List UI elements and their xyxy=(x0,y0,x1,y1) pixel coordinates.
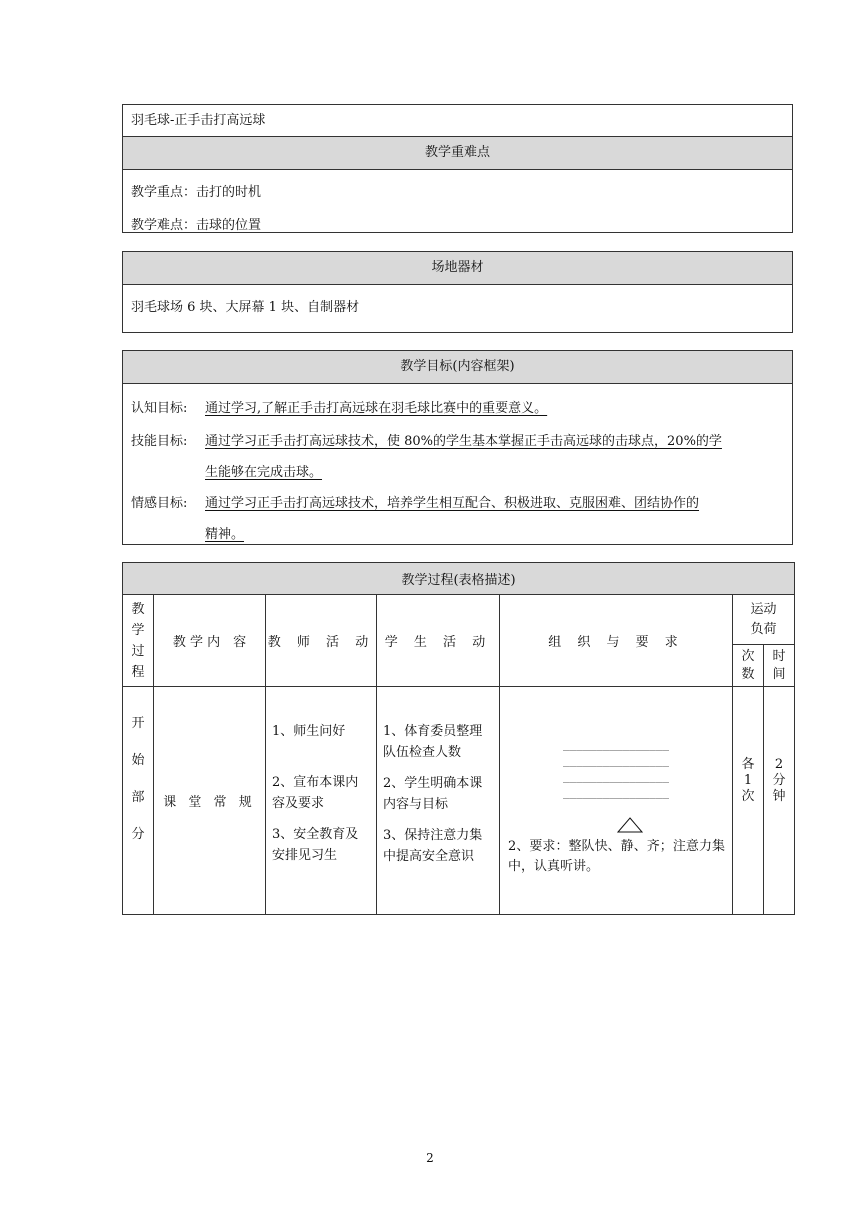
cognitive-text: 通过学习,了解正手击打高远球在羽毛球比赛中的重要意义。 xyxy=(205,401,548,416)
student-item-2: 2、学生明确本课内容与目标 xyxy=(383,776,483,812)
objectives-box xyxy=(122,350,793,545)
formation-lines: ________________ ________________ ________________ ________________ xyxy=(563,738,669,799)
col-content: 教 学 内 容 xyxy=(154,595,266,687)
col-times: 次数 xyxy=(733,645,764,687)
skill-text-1: 通过学习正手击打高远球技术，使 80%的学生基本掌握正手击高远球的击球点，20%的学 xyxy=(205,434,722,449)
lesson-title-box xyxy=(122,104,793,137)
teacher-item-1: 1、师生问好 xyxy=(272,724,346,739)
teacher-cell xyxy=(266,687,377,915)
affective-label: 情感目标: xyxy=(131,496,188,511)
key-points-header: 教学重难点 xyxy=(123,137,792,170)
affective-text-1: 通过学习正手击打高远球技术，培养学生相互配合、积极进取、克服困难、团结协作的 xyxy=(205,496,700,511)
page-number: 2 xyxy=(426,1151,434,1165)
student-item-3: 3、保持注意力集中提高安全意识 xyxy=(383,828,483,864)
student-item-1: 1、体育委员整理队伍检查人数 xyxy=(383,724,483,760)
table-row xyxy=(123,687,795,915)
process-table xyxy=(122,562,795,915)
teacher-position-triangle-icon xyxy=(617,817,643,833)
cognitive-label: 认知目标: xyxy=(131,401,188,416)
teacher-item-3: 3、安全教育及安排见习生 xyxy=(272,827,359,863)
objectives-header: 教学目标(内容框架) xyxy=(123,351,792,384)
affective-text-2: 精神。 xyxy=(205,527,245,542)
col-teacher: 教 师 活 动 xyxy=(266,595,377,687)
student-cell xyxy=(377,687,500,915)
col-stage: 教学过程 xyxy=(123,595,154,687)
teacher-item-2: 2、宣布本课内容及要求 xyxy=(272,775,359,811)
key-difficulty: 教学难点：击球的位置 xyxy=(131,218,262,233)
lesson-title: 羽毛球-正手击打高远球 xyxy=(131,113,266,128)
process-header: 教学过程(表格描述) xyxy=(123,563,795,595)
content-cell: 课 堂 常 规 xyxy=(154,687,266,915)
col-load: 运动负荷 xyxy=(733,595,795,645)
organization-cell xyxy=(500,687,733,915)
times-cell: 各1次 xyxy=(733,687,764,915)
duration-cell: 2分钟 xyxy=(764,687,795,915)
key-focus: 教学重点：击打的时机 xyxy=(131,185,262,200)
col-student: 学 生 活 动 xyxy=(377,595,500,687)
col-organization: 组 织 与 要 求 xyxy=(500,595,733,687)
skill-text-2: 生能够在完成击球。 xyxy=(205,465,323,480)
stage-cell: 开始部分 xyxy=(123,687,154,915)
col-duration: 时间 xyxy=(764,645,795,687)
skill-label: 技能目标: xyxy=(131,434,188,449)
venue-content: 羽毛球场 6 块、大屏幕 1 块、自制器材 xyxy=(131,300,360,315)
venue-box xyxy=(122,251,793,333)
requirement-text: 2、要求：整队快、静、齐；注意力集中，认真听讲。 xyxy=(508,839,725,874)
venue-header: 场地器材 xyxy=(123,252,792,285)
key-points-box xyxy=(122,136,793,233)
